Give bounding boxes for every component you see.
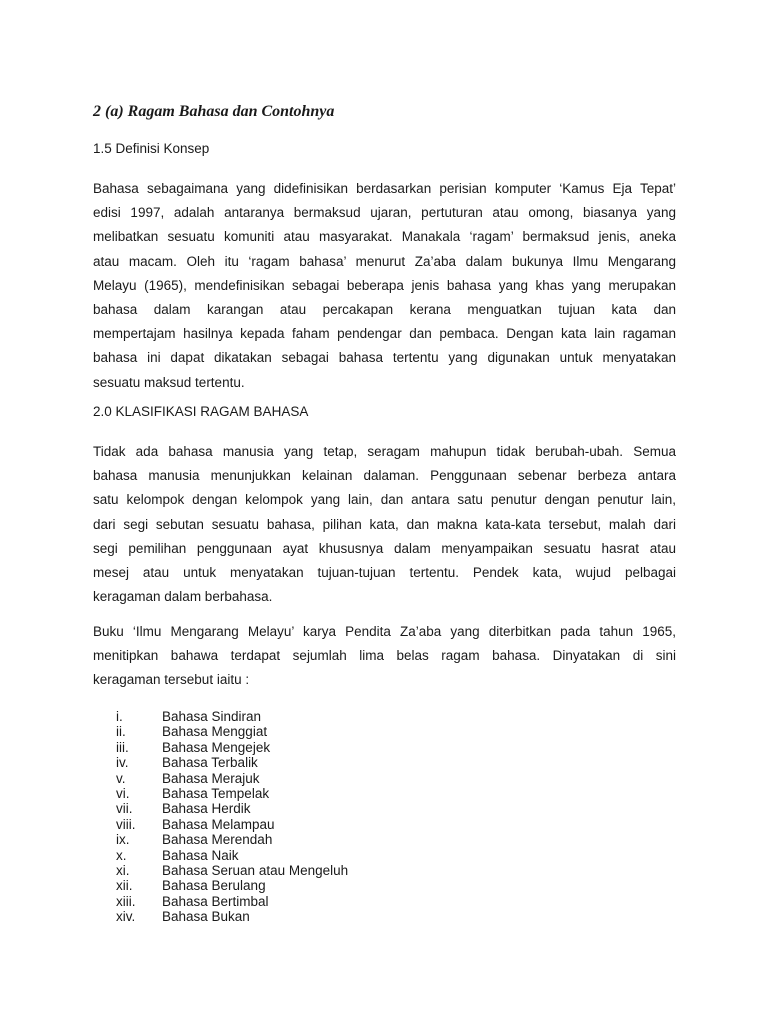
list-text: Bahasa Sindiran xyxy=(162,709,262,724)
list-number: ix. xyxy=(116,832,130,848)
paragraph-line: dari segi sebutan sesuatu bahasa, pilihan kata, dan makna kata-kata tersebut, malah dari xyxy=(93,516,676,532)
list-number: viii. xyxy=(116,816,136,832)
list-number: xiii. xyxy=(116,893,136,909)
list-text: Bahasa Seruan atau Mengeluh xyxy=(162,862,349,878)
list-text: Bahasa Melampau xyxy=(162,816,275,832)
paragraph-line: Bahasa sebagaimana yang didefinisikan berdasarkan perisian komputer ‘Kamus Eja Tepat’ xyxy=(93,181,676,196)
list-item xyxy=(116,801,348,816)
paragraph-line: satu kelompok dengan kelompok yang lain, dan antara satu penutur dengan penutur lain, xyxy=(93,492,676,508)
list-item xyxy=(116,817,348,832)
list-text: Bahasa Tempelak xyxy=(162,785,270,801)
paragraph-line: Melayu (1965), mendefinisikan sebagai beberapa jenis bahasa yang khas yang merupakan xyxy=(93,277,676,293)
paragraph-line: edisi 1997, adalah antaranya bermaksud ujaran, pertuturan atau omong, biasanya yang xyxy=(93,205,676,221)
list-text: Bahasa Merendah xyxy=(162,832,273,848)
paragraph-line: bahasa manusia menunjukkan kelainan dalaman. Penggunaan sebenar berbeza antara xyxy=(93,468,676,484)
paragraph-klasifikasi xyxy=(93,440,676,609)
list-number: vi. xyxy=(116,785,130,801)
list-item xyxy=(116,786,348,801)
list-text: Bahasa Merajuk xyxy=(162,770,260,786)
paragraph-line: Buku ‘Ilmu Mengarang Melayu’ karya Pendita Za’aba yang diterbitkan pada tahun 1965, xyxy=(93,624,676,639)
list-text: Bahasa Terbalik xyxy=(162,755,258,771)
list-number: v. xyxy=(116,770,126,786)
list-item xyxy=(116,771,348,786)
paragraph-line: melibatkan sesuatu komuniti atau masyarakat. Manakala ‘ragam’ bermaksud jenis, aneka xyxy=(93,229,676,245)
paragraph-line: sesuatu maksud tertentu. xyxy=(93,374,245,390)
list-number: ii. xyxy=(116,724,126,740)
list-number: x. xyxy=(116,847,127,863)
list-text: Bahasa Herdik xyxy=(162,801,251,817)
list-text: Bahasa Naik xyxy=(162,847,239,863)
list-text: Bahasa Mengejek xyxy=(162,739,271,755)
paragraph-line: bahasa dalam karangan atau percakapan kerana menguatkan tujuan kata dan xyxy=(93,301,676,317)
list-text: Bahasa Bertimbal xyxy=(162,893,269,909)
paragraph-line: keragaman tersebut iaitu : xyxy=(93,672,250,688)
list-item xyxy=(116,894,348,909)
list-item xyxy=(116,709,348,724)
document-heading: 2 (a) Ragam Bahasa dan Contohnya xyxy=(93,103,335,120)
list-item xyxy=(116,740,348,755)
list-number: iii. xyxy=(116,739,129,755)
list-item xyxy=(116,878,348,893)
section-title-klasifikasi: 2.0 KLASIFIKASI RAGAM BAHASA xyxy=(93,404,309,419)
paragraph-line: segi pemilihan penggunaan ayat khususnya dalam menyampaikan sesuatu hasrat atau xyxy=(93,540,676,556)
list-number: vii. xyxy=(116,801,133,817)
list-number: xii. xyxy=(116,878,133,894)
list-text: Bahasa Berulang xyxy=(162,878,266,894)
paragraph-line: bahasa ini dapat dikatakan sebagai bahasa tertentu yang digunakan untuk menyatakan xyxy=(93,350,676,366)
paragraph-buku xyxy=(93,620,676,693)
list-item xyxy=(116,724,348,739)
list-number: i. xyxy=(116,709,123,724)
list-item xyxy=(116,863,348,878)
list-number: xi. xyxy=(116,862,130,878)
paragraph-line: menitipkan bahawa terdapat sejumlah lima belas ragam bahasa. Dinyatakan di sini xyxy=(93,648,676,664)
list-text: Bahasa Bukan xyxy=(162,909,250,925)
section-title-definisi: 1.5 Definisi Konsep xyxy=(93,141,210,156)
ragam-bahasa-list xyxy=(116,709,348,924)
paragraph-line: atau macam. Oleh itu ‘ragam bahasa’ menurut Za’aba dalam bukunya Ilmu Mengarang xyxy=(93,253,676,269)
list-item xyxy=(116,848,348,863)
paragraph-line: keragaman dalam berbahasa. xyxy=(93,589,273,605)
list-item xyxy=(116,832,348,847)
list-number: xiv. xyxy=(116,909,136,925)
paragraph-line: mesej atau untuk menyatakan tujuan-tujuan tertentu. Pendek kata, wujud pelbagai xyxy=(93,564,676,580)
list-number: iv. xyxy=(116,755,129,771)
paragraph-definisi xyxy=(93,177,676,395)
list-text: Bahasa Menggiat xyxy=(162,724,268,740)
list-item xyxy=(116,909,348,924)
list-item xyxy=(116,755,348,770)
paragraph-line: mempertajam hasilnya kepada faham pendengar dan pembaca. Dengan kata lain ragaman xyxy=(93,326,676,342)
paragraph-line: Tidak ada bahasa manusia yang tetap, seragam mahupun tidak berubah-ubah. Semua xyxy=(93,444,676,459)
